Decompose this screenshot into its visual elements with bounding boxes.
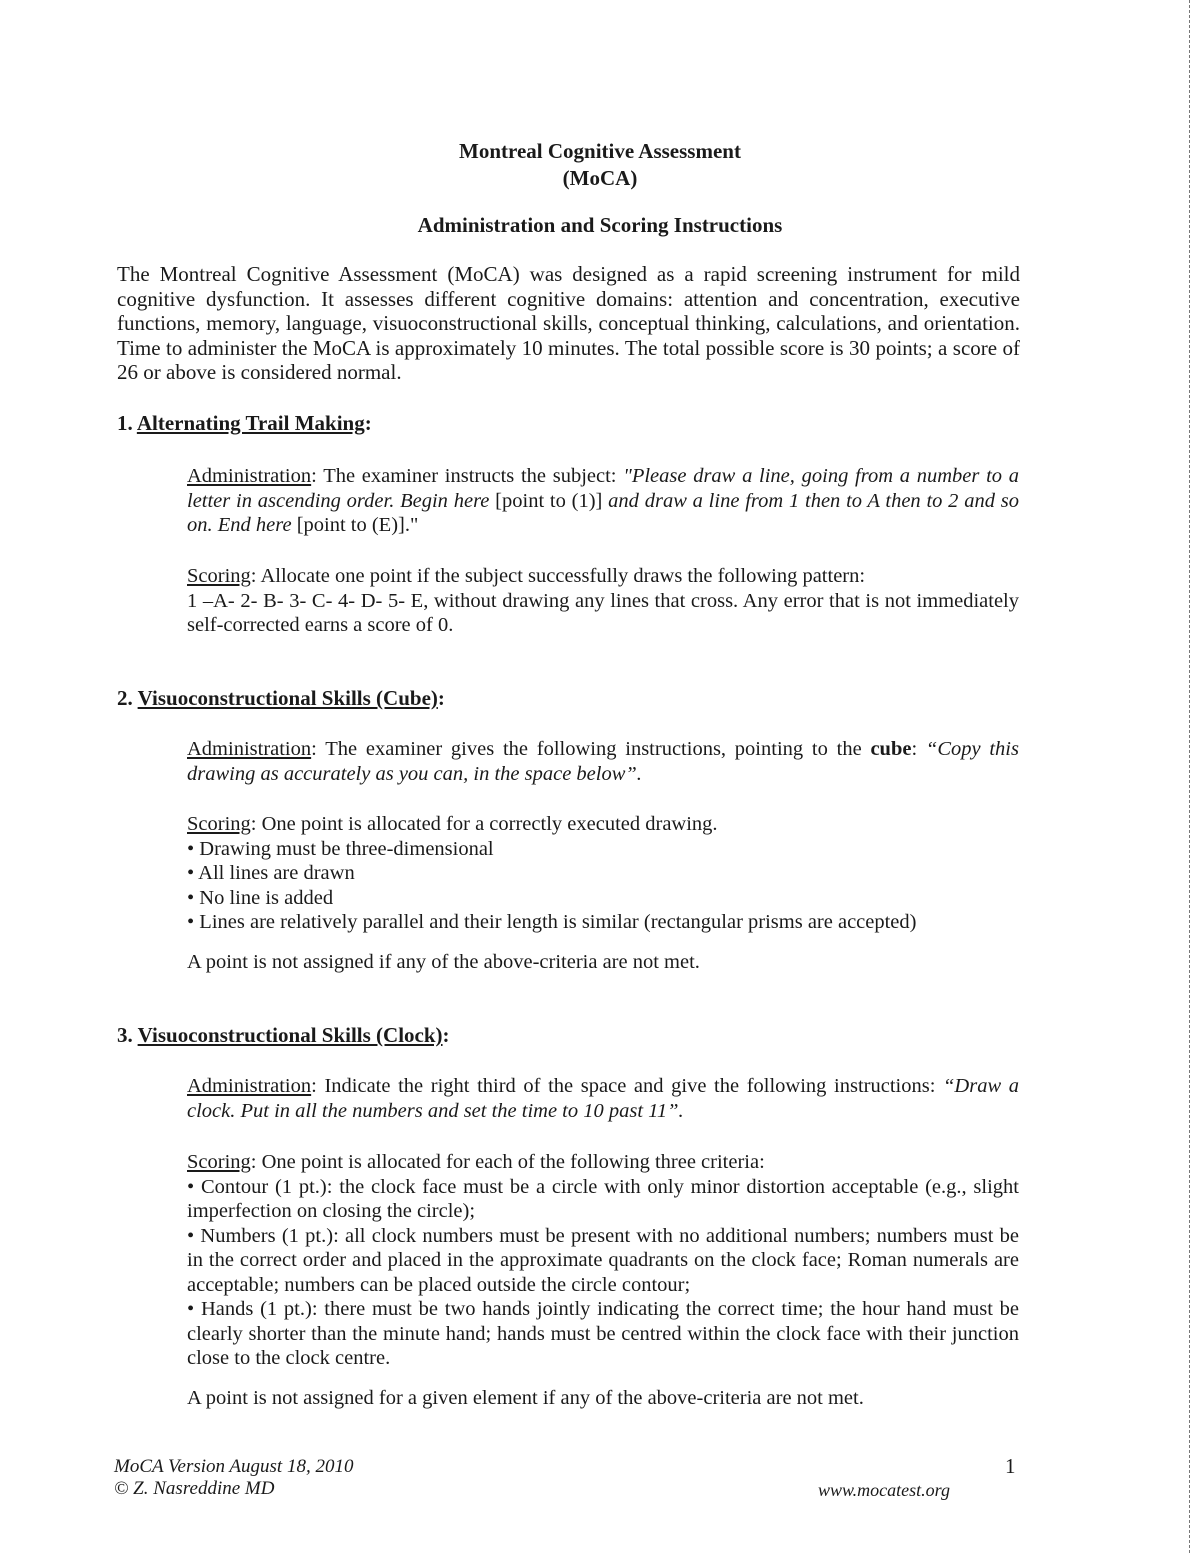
admin-intro: : The examiner instructs the subject:	[311, 465, 624, 487]
list-item: • Contour (1 pt.): the clock face must be a circle with only minor distortion acceptable (e.g., slight imperfection on closing the circle);	[187, 1175, 1019, 1222]
list-item: • Lines are relatively parallel and their length is similar (rectangular prisms are accepted)	[187, 911, 917, 933]
section-title: Visuoconstructional Skills (Clock)	[137, 1023, 443, 1047]
scoring-line-2: 1 –A- 2- B- 3- C- 4- D- 5- E, without drawing any lines that cross. Any error that is not immediately self-corrected earns a score of 0.	[187, 589, 1019, 636]
section-colon: :	[442, 1023, 450, 1047]
scoring-line-1: : Allocate one point if the subject successfully draws the following pattern:	[250, 565, 866, 587]
section-number: 2.	[117, 686, 133, 710]
administration-label: Administration	[187, 1075, 312, 1097]
scoring-label: Scoring	[187, 1151, 251, 1173]
section-1-heading	[117, 411, 372, 436]
admin-quote-part-2: and draw a line from 1 then to A then to 2 and so on. End here	[187, 489, 1019, 536]
admin-quote-part-1: "Please draw a line, going from a number to a letter in ascending order. Begin here	[187, 465, 1019, 512]
document-title	[0, 138, 1200, 192]
list-item: • Numbers (1 pt.): all clock numbers must be present with no additional numbers; numbers must be in the correct order and placed in the approximate quadrants on the clock face; Roman numerals are acceptable; numbers can be placed outside the circle contour;	[187, 1224, 1019, 1296]
admin-quote: “Copy this drawing as accurately as you can, in the space below”.	[187, 738, 1019, 785]
scoring-label: Scoring	[187, 565, 251, 587]
scoring-label: Scoring	[187, 813, 251, 835]
admin-bracket-2: [point to (E)]."	[296, 514, 419, 536]
section-2-note: A point is not assigned if any of the above-criteria are not met.	[187, 951, 700, 973]
scoring-text: : One point is allocated for a correctly executed drawing.	[250, 813, 718, 835]
footer-left	[114, 1456, 353, 1500]
section-3-administration	[187, 1074, 1019, 1123]
section-2-heading	[117, 686, 445, 711]
list-item: • No line is added	[187, 886, 334, 909]
title-line: Montreal Cognitive Assessment	[459, 139, 741, 163]
section-number: 3.	[117, 1023, 133, 1047]
section-colon: :	[437, 686, 445, 710]
footer-author: © Z. Nasreddine MD	[114, 1478, 275, 1499]
footer-url: www.mocatest.org	[818, 1480, 951, 1500]
footer-version: MoCA Version August 18, 2010	[114, 1456, 354, 1477]
scoring-text: : One point is allocated for each of the following three criteria:	[250, 1151, 765, 1173]
admin-colon: :	[911, 738, 926, 760]
section-colon: :	[364, 411, 372, 435]
section-1-scoring	[187, 564, 1019, 638]
section-2-administration	[187, 737, 1019, 786]
list-item: • All lines are drawn	[187, 862, 355, 884]
admin-intro: : Indicate the right third of the space and give the following instructions:	[311, 1075, 944, 1097]
list-item: • Hands (1 pt.): there must be two hands jointly indicating the correct time; the hour hand must be clearly shorter than the minute hand; hands must be centred within the clock face with their junction close to the clock centre.	[187, 1298, 1019, 1369]
page-number: 1	[1005, 1454, 1016, 1478]
admin-intro: : The examiner gives the following instructions, pointing to the	[311, 738, 871, 760]
administration-label: Administration	[187, 738, 312, 760]
document-subtitle: Administration and Scoring Instructions	[417, 213, 783, 237]
section-3-heading	[117, 1023, 450, 1048]
list-item: • Drawing must be three-dimensional	[187, 837, 494, 860]
section-2-scoring	[187, 812, 1019, 935]
section-3-note: A point is not assigned for a given element if any of the above-criteria are not met.	[187, 1387, 864, 1409]
section-3-scoring	[187, 1150, 1019, 1371]
admin-bracket-1: [point to (1)]	[495, 489, 603, 512]
administration-label: Administration	[187, 465, 312, 487]
section-title: Visuoconstructional Skills (Cube)	[137, 686, 438, 710]
admin-bold-word: cube	[870, 738, 912, 760]
section-1-administration	[187, 464, 1019, 538]
section-number: 1.	[117, 411, 133, 435]
section-title: Alternating Trail Making	[136, 411, 365, 435]
intro-paragraph: The Montreal Cognitive Assessment (MoCA) was designed as a rapid screening instrument for mild cognitive dysfunction. It assesses different cognitive domains: attention and concentration, executive functions, memory, language, visuoconstructional skills, conceptual thinking, calculations, and orientation. Time to administer the MoCA is approximately 10 minutes. The total possible score is 30 points; a score of 26 or above is considered normal.	[117, 262, 1020, 384]
title-abbrev: (MoCA)	[562, 166, 638, 190]
admin-quote: “Draw a clock. Put in all the numbers and set the time to 10 past 11”.	[187, 1075, 1019, 1122]
